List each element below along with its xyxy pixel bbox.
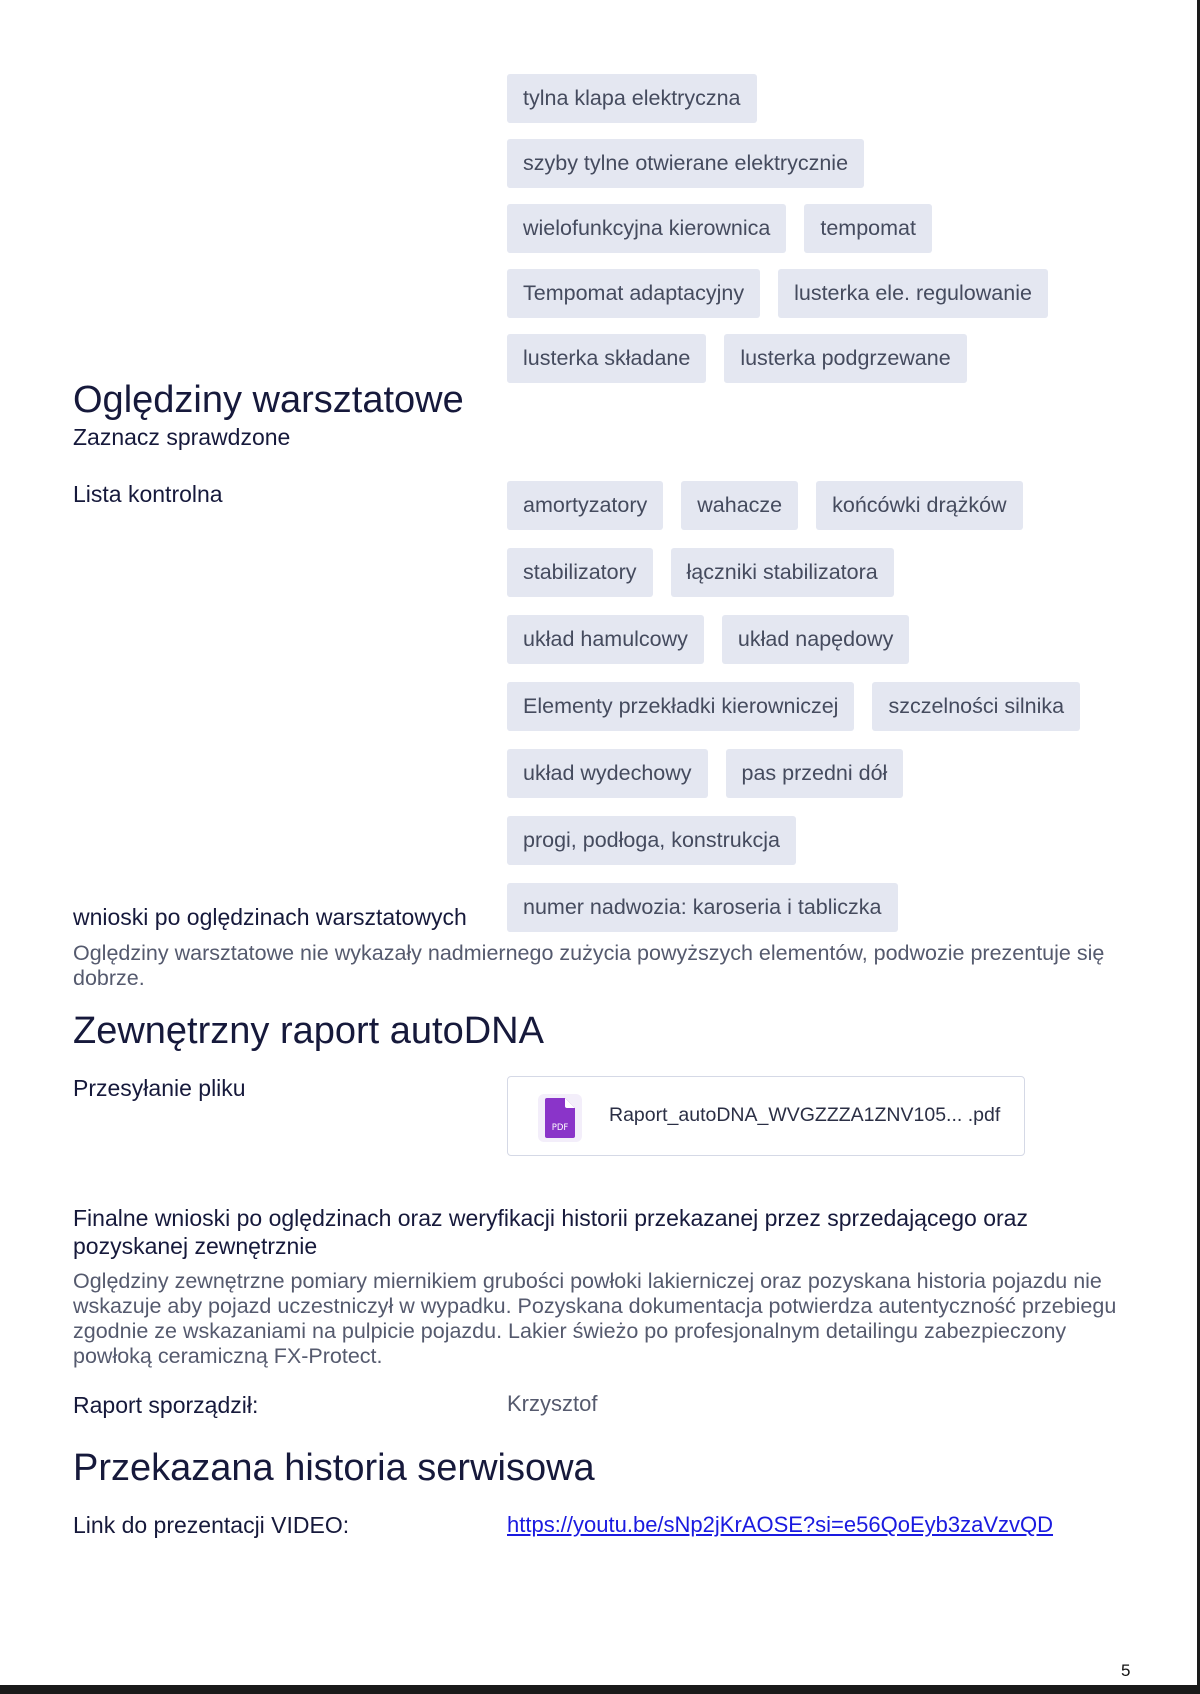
- checklist-chip: końcówki drążków: [816, 481, 1022, 530]
- author-label: Raport sporządził:: [73, 1392, 259, 1418]
- checklist-chip: układ napędowy: [722, 615, 909, 664]
- pdf-file-icon: [538, 1094, 582, 1147]
- checklist-chip: szczelności silnika: [872, 682, 1080, 731]
- checklist-chip: układ hamulcowy: [507, 615, 704, 664]
- pdf-icon-label: PDF: [551, 1123, 569, 1133]
- checklist-chip: progi, podłoga, konstrukcja: [507, 816, 796, 865]
- equipment-chip: Tempomat adaptacyjny: [507, 269, 760, 318]
- uploaded-file-card[interactable]: [507, 1076, 1025, 1156]
- workshop-title: Oględziny warsztatowe: [73, 379, 464, 421]
- equipment-chip: wielofunkcyjna kierownica: [507, 204, 786, 253]
- checklist-chip: Elementy przekładki kierowniczej: [507, 682, 854, 731]
- equipment-chip: tylna klapa elektryczna: [507, 74, 757, 123]
- upload-label: Przesyłanie pliku: [73, 1075, 246, 1101]
- equipment-chip: lusterka podgrzewane: [724, 334, 966, 383]
- equipment-chip-list: [507, 74, 1107, 383]
- equipment-chip: lusterka ele. regulowanie: [778, 269, 1048, 318]
- workshop-subtitle: Zaznacz sprawdzone: [73, 424, 291, 450]
- checklist-chip: układ wydechowy: [507, 749, 708, 798]
- checklist-chip: amortyzatory: [507, 481, 663, 530]
- equipment-chip: lusterka składane: [507, 334, 706, 383]
- service-history-title: Przekazana historia serwisowa: [73, 1447, 595, 1489]
- page-number: 5: [1121, 1661, 1131, 1680]
- checklist-chip: numer nadwozia: karoseria i tabliczka: [507, 883, 898, 932]
- checklist-chip: stabilizatory: [507, 548, 653, 597]
- final-conclusions-text: Oględziny zewnętrzne pomiary miernikiem grubości powłoki lakierniczej oraz pozyskana historia pojazdu nie wskazuje aby pojazd uczestniczył w wypadku. Pozyskana dokumentacja potwierdza autentyczność przebiegu zgodnie ze wskazaniami na pulpicie pojazdu. Lakier świeżo po profesjonalnym detailingu zabezpieczony powłoką ceramiczną FX-Protect.: [73, 1269, 1117, 1368]
- author-value: Krzysztof: [507, 1391, 598, 1416]
- video-link-label: Link do prezentacji VIDEO:: [73, 1512, 350, 1538]
- equipment-chip: tempomat: [804, 204, 932, 253]
- video-link[interactable]: https://youtu.be/sNp2jKrAOSE?si=e56QoEyb3zaVzvQD: [507, 1512, 1054, 1537]
- equipment-chip: szyby tylne otwierane elektrycznie: [507, 139, 864, 188]
- checklist-chip-list: [507, 481, 1107, 932]
- checklist-label: Lista kontrolna: [73, 481, 223, 507]
- workshop-conclusions-text: Oględziny warsztatowe nie wykazały nadmiernego zużycia powyższych elementów, podwozie prezentuje się dobrze.: [73, 941, 1105, 990]
- final-conclusions-heading: Finalne wnioski po oględzinach oraz weryfikacji historii przekazanej przez sprzedającego oraz pozyskanej zewnętrznie: [73, 1205, 1028, 1259]
- file-name: Raport_autoDNA_WVGZZZA1ZNV105... .pdf: [609, 1104, 1001, 1126]
- watermark: otomoto: [14, 1651, 148, 1686]
- checklist-chip: wahacze: [681, 481, 798, 530]
- checklist-chip: pas przedni dół: [726, 749, 904, 798]
- workshop-conclusions-heading: wnioski po oględzinach warsztatowych: [73, 904, 467, 930]
- autodna-title: Zewnętrzny raport autoDNA: [73, 1010, 544, 1052]
- checklist-chip: łączniki stabilizatora: [671, 548, 894, 597]
